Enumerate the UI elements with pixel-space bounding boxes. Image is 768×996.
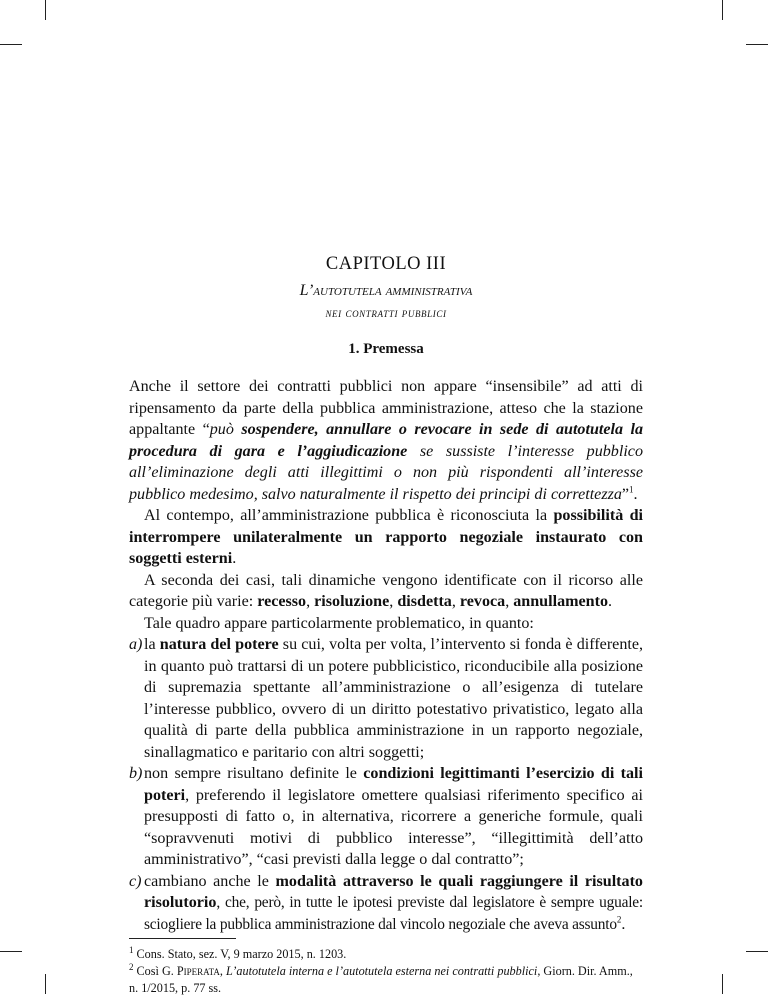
list-item <box>129 871 643 936</box>
text: . <box>633 485 638 503</box>
crop-mark <box>722 0 723 20</box>
crop-mark <box>45 974 46 994</box>
bold-text: natura del potere <box>159 636 279 653</box>
text: , preferendo il legislatore omettere qualsiasi riferimento specifico ai presupposti di fatto o, in alternativa, ricorrere a generiche formule, quali “sopravvenuti motivi di pubblico interesse”, “illegittimità dell’atto amministrativo”, “casi previsti dalla legge o dal contratto”; <box>144 786 643 868</box>
list-item <box>129 763 643 871</box>
text: A seconda dei casi, tali dinamiche vengono identificate con il ricorso alle categorie più varie: <box>129 571 643 610</box>
crop-mark <box>0 951 22 952</box>
bold-term: revoca <box>459 593 506 610</box>
text: . <box>232 550 237 567</box>
bold-term: recesso <box>257 593 307 610</box>
footnote-text: Cons. Stato, sez. V, 9 marzo 2015, n. 1203. <box>133 947 347 961</box>
crop-mark <box>746 44 768 45</box>
footnote-ref: 2 <box>616 914 622 925</box>
crop-mark <box>0 44 22 45</box>
text: , che, però, in tutte le ipotesi previste dal legislatore è sempre uguale: sciogliere la pubblica amministrazione dal vincolo negoziale che aveva assunto <box>144 894 643 933</box>
list-label: a) <box>129 636 143 653</box>
chapter-subtitle-line1: L’autotutela amministrativa <box>299 282 473 299</box>
paragraph-4: Tale quadro appare particolarmente problematico, in quanto: <box>144 614 534 632</box>
bold-term: disdetta <box>397 593 452 610</box>
text: , <box>389 593 398 610</box>
list-label: b) <box>129 765 143 782</box>
footnote-number: 2 <box>129 961 134 972</box>
footnote-rule <box>129 938 236 939</box>
list-label: c) <box>129 872 142 890</box>
paragraph-3 <box>129 570 643 613</box>
chapter-subtitle-line2: nei contratti pubblici <box>325 306 447 320</box>
footnote-ref: 1 <box>629 484 634 495</box>
italic-text: può <box>209 421 242 438</box>
text: su cui, volta per volta, l’intervento si fonda è differente, in quanto può trattarsi di un potere pubblicistico, riconducibile alla posizione di supremazia spettante all’amministrazione o all’esigenza di tutelare l’interesse pubblico, ovvero di un diritto potestativo privatistico, legato alla qualità di parte della pubblica amministrazione in un rapporto negoziale, sinallagmatico e paritario con altri soggetti; <box>144 636 644 761</box>
text: , <box>505 593 514 610</box>
body-text <box>129 376 643 935</box>
bold-term: annullamento <box>513 593 609 610</box>
footnote-title: L’autotutela interna e l’autotutela esterna nei contratti pubblici <box>226 964 538 978</box>
text: cambiano anche le <box>144 872 276 890</box>
paragraph-2 <box>129 505 643 570</box>
italic-text: se sussiste l’interesse pubblico all’eliminazione degli atti illegittimi o non più rispondenti all’interesse pubblico medesimo, salvo naturalmente il rispetto dei principi di correttezza <box>129 442 643 503</box>
bold-text: modalità attraverso le quali raggiungere il risultato risolutorio <box>144 872 643 911</box>
crop-mark <box>722 974 723 994</box>
text: . <box>621 915 626 933</box>
footnote-number: 1 <box>129 944 134 955</box>
footnote-1 <box>129 946 643 963</box>
text: , <box>451 593 460 610</box>
bold-text: condizioni legittimanti l’esercizio di tali poteri <box>144 765 643 804</box>
crop-mark <box>746 951 768 952</box>
footnote-text: , <box>219 964 226 978</box>
text: , <box>306 593 315 610</box>
chapter-title: CAPITOLO III <box>325 254 447 274</box>
text: ” <box>621 485 630 503</box>
text: . <box>608 593 613 610</box>
text: Al contempo, all’amministrazione pubblica è riconosciuta la <box>144 507 554 524</box>
bold-text: possibilità di interrompere unilateralmente un rapporto negoziale instaurato con soggetti esterni <box>129 507 643 567</box>
section-title: 1. Premessa <box>348 341 424 357</box>
text: Anche il settore dei contratti pubblici non appare “insensibile” ad atti di ripensamento da parte della pubblica amministrazione, atteso che la stazione appaltante “ <box>129 378 643 438</box>
bold-term: risoluzione <box>314 593 390 610</box>
footnote-text: , Giorn. Dir. Amm., n. 1/2015, p. 77 ss. <box>129 964 633 995</box>
footnote-author: Piperata <box>176 964 220 978</box>
bold-italic-text: sospendere, annullare o revocare in sede di autotutela la procedura di gara e l’aggiudicazione <box>129 421 643 460</box>
footnote-2 <box>129 963 643 996</box>
text: non sempre risultano definite le <box>144 765 364 782</box>
list-item <box>129 634 643 763</box>
footnote-text: Così G. <box>133 964 177 978</box>
crop-mark <box>45 0 46 20</box>
text: la <box>144 636 160 653</box>
paragraph-1 <box>129 376 643 505</box>
